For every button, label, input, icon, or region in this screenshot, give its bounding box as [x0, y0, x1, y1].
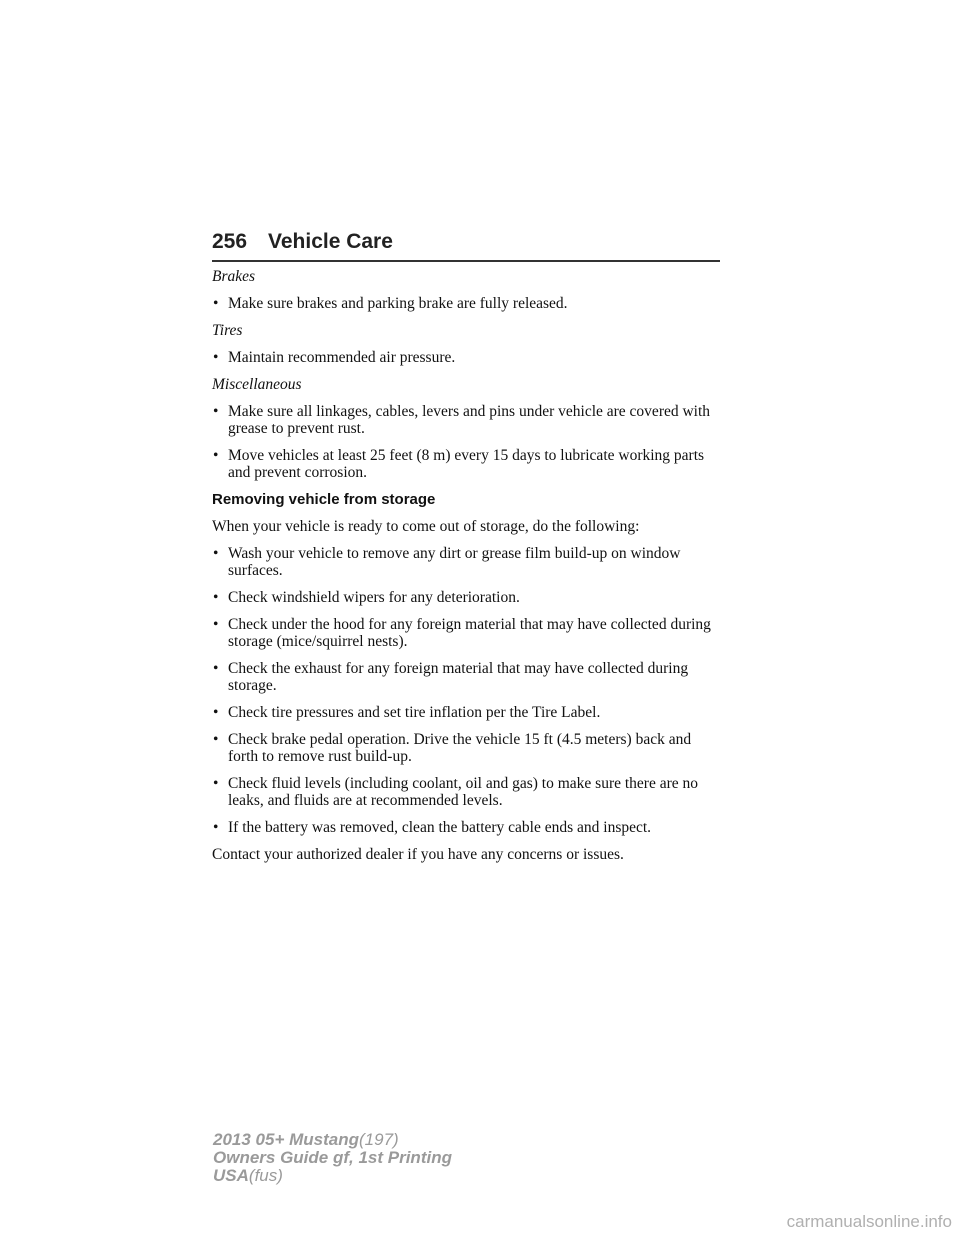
- bullet-icon: •: [213, 295, 219, 312]
- list-item-text: Check under the hood for any foreign material that may have collected during storage (mice/squirrel nests).: [228, 616, 711, 650]
- bullet-icon: •: [213, 349, 219, 366]
- list-item-text: Move vehicles at least 25 feet (8 m) every 15 days to lubricate working parts and prevent corrosion.: [228, 447, 705, 481]
- brakes-subheading: Brakes: [212, 268, 256, 285]
- footer-line-2: [213, 1149, 452, 1167]
- bullet-icon: •: [213, 545, 219, 562]
- removing-intro: When your vehicle is ready to come out of storage, do the following:: [212, 518, 640, 535]
- list-item: [212, 731, 722, 765]
- list-item: [212, 403, 722, 437]
- section-title: Vehicle Care: [268, 230, 393, 253]
- list-item-text: Check brake pedal operation. Drive the vehicle 15 ft (4.5 meters) back and forth to remove rust build-up.: [228, 731, 692, 765]
- list-item: [212, 589, 722, 606]
- list-item: [212, 349, 722, 366]
- bullet-icon: •: [213, 660, 219, 677]
- removing-list: [212, 545, 722, 836]
- print-footer: [213, 1131, 452, 1185]
- misc-list: [212, 403, 722, 481]
- footer-model-code: (197): [359, 1130, 399, 1149]
- page-content: [212, 268, 722, 873]
- list-item: [212, 295, 722, 312]
- bullet-icon: •: [213, 403, 219, 420]
- list-item-text: Wash your vehicle to remove any dirt or grease film build-up on window surfaces.: [228, 545, 681, 579]
- bullet-icon: •: [213, 589, 219, 606]
- list-item: [212, 660, 722, 694]
- footer-printing: Owners Guide gf, 1st Printing: [213, 1148, 452, 1167]
- list-item-text: Make sure brakes and parking brake are fully released.: [228, 295, 568, 312]
- bullet-icon: •: [213, 819, 219, 836]
- page-header: [212, 228, 720, 262]
- footer-model: 2013 05+ Mustang: [213, 1130, 359, 1149]
- footer-market: USA: [213, 1166, 249, 1185]
- list-item: [212, 545, 722, 579]
- list-item-text: Check fluid levels (including coolant, oil and gas) to make sure there are no leaks, and fluids are at recommended levels.: [228, 775, 699, 809]
- list-item: [212, 819, 722, 836]
- list-item: [212, 616, 722, 650]
- brakes-list: [212, 295, 722, 312]
- page-number: 256: [212, 230, 248, 253]
- list-item-text: Check the exhaust for any foreign material that may have collected during storage.: [228, 660, 689, 694]
- list-item-text: Make sure all linkages, cables, levers and pins under vehicle are covered with grease to prevent rust.: [228, 403, 711, 437]
- list-item-text: Maintain recommended air pressure.: [228, 349, 456, 366]
- list-item-text: Check tire pressures and set tire inflation per the Tire Label.: [228, 704, 601, 721]
- misc-subheading: Miscellaneous: [212, 376, 302, 393]
- footer-line-3: [213, 1167, 452, 1185]
- list-item: [212, 704, 722, 721]
- watermark: carmanualsonline.info: [786, 1212, 952, 1231]
- tires-subheading: Tires: [212, 322, 243, 339]
- list-item-text: If the battery was removed, clean the battery cable ends and inspect.: [228, 819, 652, 836]
- footer-market-code: (fus): [248, 1166, 283, 1185]
- footer-line-1: [213, 1131, 452, 1149]
- list-item: [212, 447, 722, 481]
- tires-list: [212, 349, 722, 366]
- removing-heading: Removing vehicle from storage: [212, 491, 436, 508]
- bullet-icon: •: [213, 731, 219, 748]
- bullet-icon: •: [213, 616, 219, 633]
- bullet-icon: •: [213, 704, 219, 721]
- list-item: [212, 775, 722, 809]
- bullet-icon: •: [213, 775, 219, 792]
- list-item-text: Check windshield wipers for any deterioration.: [228, 589, 520, 606]
- closing-paragraph: Contact your authorized dealer if you have any concerns or issues.: [212, 846, 624, 863]
- bullet-icon: •: [213, 447, 219, 464]
